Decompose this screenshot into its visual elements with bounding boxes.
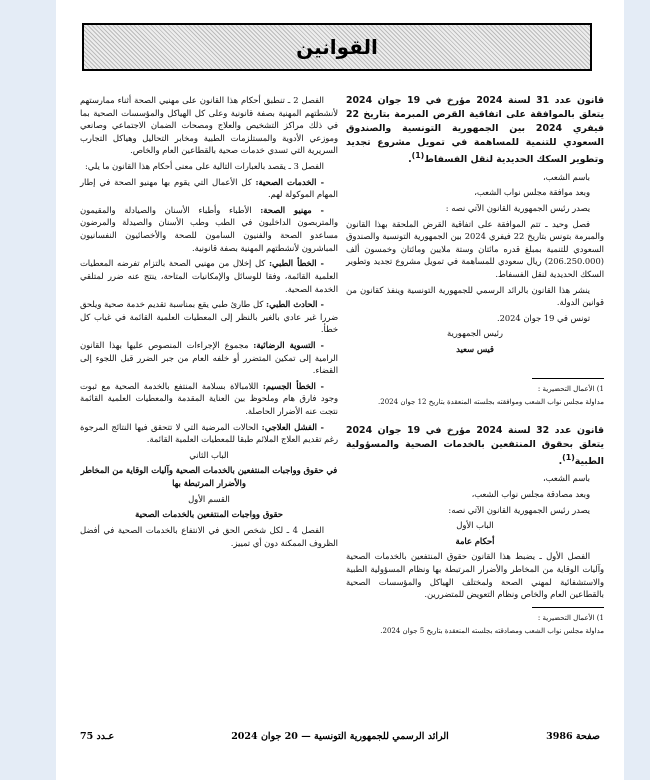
gazette-issue-date: الرائد الرسمي للجمهورية التونسية — 20 جوان 2024: [231, 731, 449, 742]
law-32-preamble-2: وبعد مصادقة مجلس نواب الشعب،: [471, 488, 590, 499]
law-31-preamble-3: يصدر رئيس الجمهورية القانون الآتي نصه :: [445, 202, 590, 213]
definition-item: - مهنيو الصحة: الأطباء وأطباء الأسنان والصيادلة والمقيمون والمتربصون الداخليون في الطب وطب الأسنان والصيدلة والمرضون مساعدو الصحة والفنيون السامون للصحة والأخصائيون النفسانيون المباشرون لأنشطتهم المهنية بصفة قانونية.: [80, 204, 338, 253]
chapter-2-title: في حقوق وواجبات المنتفعين بالخدمات الصحية وآليات الوقاية من المخاطر والأضرار المرتبطة بها: [80, 465, 338, 489]
right-column: [346, 94, 604, 639]
law-31-preamble-1: باسم الشعب،: [542, 171, 590, 182]
section-1-title: حقوق وواجبات المنتفعين بالخدمات الصحية: [135, 509, 283, 520]
definition-item: - الحادث الطبي: كل طارئ طبي يقع بمناسبة تقديم خدمة صحية ويلحق ضررا غير عادي بالغير بالنظر إلى المعطيات العلمية القائمة في غياب كل خطأ.: [80, 299, 338, 335]
law-31-publish-clause: ينشر هذا القانون بالرائد الرسمي للجمهورية التونسية وينفذ كقانون من قوانين الدولة.: [346, 284, 604, 308]
section-title: القوانين: [296, 35, 378, 59]
page-footer: [80, 731, 600, 747]
issue-number: عـدد 75: [80, 731, 115, 742]
law-32-title: قانون عدد 32 لسنة 2024 مؤرخ في 19 جوان 2024 يتعلق بحقوق المنتفعين بالخدمات الصحية والمسؤولية الطبية$^{(1)}$.: [346, 424, 604, 468]
law-31-footnote-text: مداولة مجلس نواب الشعب وموافقته بجلسته المنعقدة بتاريخ 12 جوان 2024.: [378, 397, 604, 406]
article-2: الفصل 2 ـ تنطبق أحكام هذا القانون على مهنيي الصحة أثناء ممارستهم لأنشطتهم المهنية بصفة قانونية وعلى كل الهياكل والمؤسسات الصحية بما في ذلك مراكز التشخيص والعلاج ومصحات الضمان الاجتماعي وصانعي وموزعي الأدوية والمستلزمات الطبية ومخابر التحاليل وهياكل التجارب السريرية التي تسدي خدمات صحية بالقطاعين العام والخاص.: [80, 95, 338, 156]
gazette-page: [56, 0, 624, 780]
law-32-footnote-text: مداولة مجلس نواب الشعب ومصادقته بجلسته المنعقدة بتاريخ 5 جوان 2024.: [380, 626, 604, 635]
article-3: الفصل 3 ـ يقصد بالعبارات التالية على معنى أحكام هذا القانون ما يلي:: [85, 161, 324, 172]
section-banner: [82, 23, 592, 71]
law-32-preamble-3: يصدر رئيس الجمهورية القانون الآتي نصه:: [448, 504, 590, 515]
section-1-label: القسم الأول: [188, 493, 230, 504]
chapter-1-label: الباب الأول: [456, 520, 494, 531]
law-32-preamble-1: باسم الشعب،: [542, 473, 590, 484]
law-31-date: تونس في 19 جوان 2024.: [496, 312, 590, 323]
definition-item: - الخدمات الصحية: كل الأعمال التي يقوم بها مهنيو الصحة في إطار المهام الموكولة لهم.: [80, 176, 338, 200]
footnote-separator: [532, 607, 604, 608]
footnote-marker: (1): [411, 151, 425, 161]
signature-name: قيس سعيد: [456, 343, 494, 354]
article-4: الفصل 4 ـ لكل شخص الحق في الانتفاع بالخدمات الصحية في أفضل الظروف الممكنة دون أي تمييز.: [80, 524, 338, 548]
law-31-sole-article: فصل وحيد ـ تتم الموافقة على اتفاقية القرض الملحقة بهذا القانون والمبرمة بتونس بتاريخ 22 فيفري 2024 بين الجمهورية التونسية والصندوق السعودي للتنمية بمبلغ قدره مائتان وستة ملايين ومائتان وخمسون ألف (206.250.000) ريال سعودي للمساهمة في تمويل مشروع تجديد وتطوير السكك الحديدية لنقل الفسفاط.: [346, 218, 604, 279]
chapter-1-title: أحكام عامة: [455, 535, 495, 546]
law-32-footnote-title: 1) الأعمال التحضيرية :: [537, 613, 604, 622]
definition-item: - الفشل العلاجي: الحالات المرضية التي لا تتحقق فيها النتائج المرجوة رغم تقديم العلاج الملائم طبقا للمعطيات العلمية القائمة.: [80, 421, 338, 445]
definition-item: - التسوية الرضائية: مجموع الإجراءات المنصوص عليها بهذا القانون الرامية إلى تمكين المتضرر أو خلفه العام من جبر الضرر قبل اللجوء إلى القضاء.: [80, 339, 338, 376]
definition-item: - الخطأ الطبي: كل إخلال من مهنيي الصحة بالتزام تفرضه المعطيات العلمية القائمة، وفقا للوسائل والإمكانيات المتاحة، ينتج عنه ضرر لمتلقي الخدمة الصحية.: [80, 258, 338, 294]
chapter-2-label: الباب الثاني: [189, 449, 229, 460]
definition-item: - الخطأ الجسيم: اللامبالاة بسلامة المنتفع بالخدمة الصحية مع ثبوت وجود فارق هام وملحوظ بين العناية المقدمة والمعطيات العلمية القائمة نتجت عنه الأضرار الحاصلة.: [80, 380, 338, 417]
footnote-separator: [532, 378, 604, 379]
law-32-article-1: الفصل الأول ـ يضبط هذا القانون حقوق المنتفعين بالخدمات الصحية وآليات الوقاية من المخاطر والأضرار المرتبطة بها ونظام المسؤولية الطبية والاستشفائية لمهني الصحة ولمختلف الهياكل والمؤسسات الصحية بالقطاعين العام والخاص ونظام التعويض للمتضررين.: [346, 551, 604, 600]
law-31-footnote-title: 1) الأعمال التحضيرية :: [537, 384, 604, 393]
law-31-preamble-2: وبعد موافقة مجلس نواب الشعب،: [474, 187, 590, 198]
page-number: صفحة 3986: [546, 731, 600, 742]
law-31-title: قانون عدد 31 لسنة 2024 مؤرخ في 19 جوان 2024 يتعلق بالموافقة على اتفاقية القرض المبرمة بتاريخ 22 فيفري 2024 بين الجمهورية التونسية والصندوق السعودي للتنمية للمساهمة في تمويل مشروع تجديد وتطوير السكك الحديدية لنقل الفسفاط$^{(1)}$.: [346, 95, 605, 166]
footnote-marker: (1): [562, 453, 575, 463]
left-column: [80, 94, 338, 552]
signature-role: رئيس الجمهورية: [447, 328, 503, 339]
